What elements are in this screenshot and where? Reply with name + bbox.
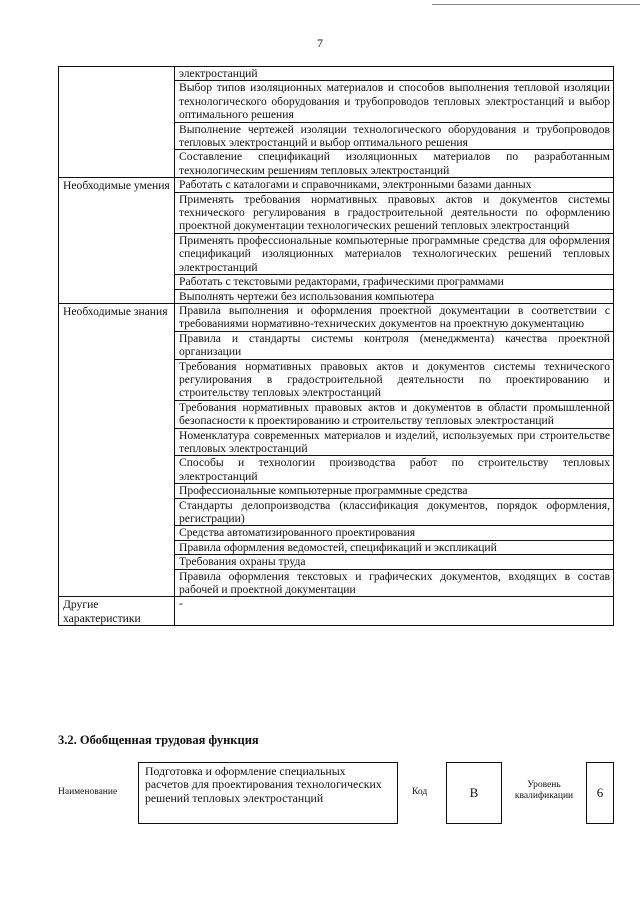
skills-item: Применять профессиональные компьютерные программные средства для оформления спецификаций изоляционных материалов технологических решений тепловых электростанций [175,233,614,274]
knowledge-item: Номенклатура современных материалов и изделий, используемых при строительстве тепловых электростанций [175,428,614,456]
top-edge-rule [432,4,640,5]
code-label: Код [412,787,428,797]
continued-actions-item: электростанций [175,67,614,81]
skills-item: Работать с каталогами и справочниками, электронными базами данных [175,178,614,192]
section-heading: 3.2. Обобщенная трудовая функция [58,733,259,747]
knowledge-label: Необходимые знания [59,303,175,597]
knowledge-item: Способы и технологии производства работ по строительству тепловых электростанций [175,456,614,484]
code-value-box: B [446,762,502,824]
knowledge-item: Требования нормативных правовых актов и документов в области промышленной безопасности к проектированию и строительству тепловых электростанций [175,400,614,428]
knowledge-item: Требования нормативных правовых актов и документов системы технического регулирования в градостроительной деятельности по проектированию и строительству тепловых электростанций [175,359,614,400]
knowledge-item: Правила оформления ведомостей, спецификаций и экспликаций [175,540,614,554]
continued-actions-item: Выполнение чертежей изоляции технологического оборудования и трубопроводов тепловых электростанций и выбор оптимального решения [175,122,614,150]
continued-actions-label [59,67,175,178]
table-row [59,67,614,81]
skills-item: Выполнять чертежи без использования компьютера [175,289,614,303]
skills-item: Работать с текстовыми редакторами, графическими программами [175,275,614,289]
function-name-box: Подготовка и оформление специальных расчетов для проектирования технологических решений тепловых электростанций [138,762,398,824]
knowledge-item: Средства автоматизированного проектирования [175,526,614,540]
skills-item: Применять требования нормативных правовых актов и документов системы технического регулирования в градостроительной деятельности по оформлению проектной документации технологических решений тепловых электростанций [175,192,614,233]
knowledge-item: Профессиональные компьютерные программные средства [175,484,614,498]
table-row [59,597,614,626]
continued-actions-item: Составление спецификаций изоляционных материалов по разработанным технологическим решениям тепловых электростанций [175,150,614,178]
skills-label: Необходимые умения [59,178,175,304]
other-characteristics-value: - [175,597,614,626]
qualification-level-box: 6 [586,762,614,824]
other-characteristics-label: Другие характеристики [59,597,175,626]
qualification-level-label: Уровень квалификации [514,780,574,801]
table-row [59,178,614,192]
knowledge-item: Правила и стандарты системы контроля (менеджмента) качества проектной организации [175,331,614,359]
knowledge-item: Требования охраны труда [175,555,614,569]
continued-actions-item: Выбор типов изоляционных материалов и способов выполнения тепловой изоляции технологического оборудования и трубопроводов тепловых электростанций и выбор оптимального решения [175,81,614,122]
name-label: Наименование [58,787,118,797]
page-number: 7 [317,36,323,50]
labor-functions-table [58,66,614,626]
knowledge-item: Правила выполнения и оформления проектной документации в соответствии с требованиями нормативно-технических документов на проектную документацию [175,303,614,331]
knowledge-item: Стандарты делопроизводства (классификация документов, порядок оформления, регистрации) [175,498,614,526]
knowledge-item: Правила оформления текстовых и графических документов, входящих в состав рабочей и проектной документации [175,569,614,597]
table-row [59,303,614,331]
